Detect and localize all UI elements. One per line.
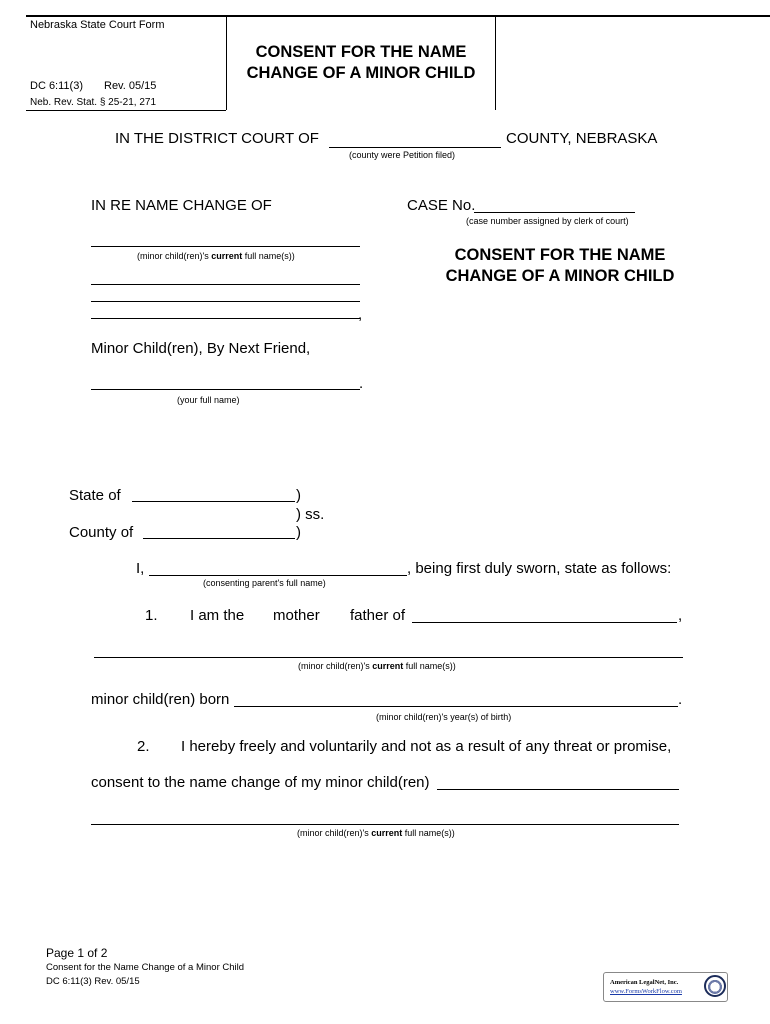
county-paren: ) [296, 524, 301, 541]
publisher-logo [603, 972, 728, 1002]
case-number-hint: (case number assigned by clerk of court) [466, 216, 629, 226]
born-label: minor child(ren) born [91, 691, 230, 708]
child-name-field[interactable] [94, 657, 683, 658]
venue-ss: ) ss. [296, 506, 325, 523]
sworn-text: , being first duly sworn, state as follows: [407, 560, 672, 577]
state-field[interactable] [132, 501, 295, 502]
court-prefix: IN THE DISTRICT COURT OF [115, 130, 319, 147]
paragraph-1-number: 1. [145, 607, 158, 624]
case-number-field[interactable] [474, 212, 635, 213]
minor-name-line-3[interactable] [91, 301, 360, 302]
header-bottom-rule [26, 110, 226, 111]
paragraph-2-text: I hereby freely and voluntarily and not as a result of any threat or promise, [181, 738, 672, 755]
header-title-line2: CHANGE OF A MINOR CHILD [246, 64, 476, 82]
publisher-name: American LegalNet, Inc. [610, 979, 679, 986]
in-re-label: IN RE NAME CHANGE OF [91, 197, 272, 214]
consent-child-hint: (minor child(ren)'s current full name(s)) [297, 828, 455, 838]
i-label: I, [136, 560, 145, 577]
father-option[interactable]: father of [350, 607, 406, 624]
footer-form-rev: DC 6:11(3) Rev. 05/15 [46, 976, 140, 987]
minor-name-line-2[interactable] [91, 284, 360, 285]
paragraph-1-text: I am the [190, 607, 245, 624]
birth-year-field[interactable] [234, 706, 678, 707]
county-field[interactable] [329, 147, 501, 148]
your-name-field[interactable] [91, 389, 360, 390]
father-of-comma: , [678, 607, 683, 624]
caption-title-line1: CONSENT FOR THE NAME [454, 246, 666, 264]
minor-name-line-1[interactable] [91, 246, 360, 247]
header-title-line1: CONSENT FOR THE NAME [255, 43, 467, 61]
mother-option[interactable]: mother [273, 607, 320, 624]
caption-title-line2: CHANGE OF A MINOR CHILD [445, 267, 675, 285]
court-suffix: COUNTY, NEBRASKA [506, 130, 658, 147]
form-number: DC 6:11(3) [30, 80, 83, 92]
parent-name-field[interactable] [149, 575, 407, 576]
county-label: County of [69, 524, 134, 541]
case-number-label: CASE No. [407, 197, 476, 214]
father-of-field[interactable] [412, 622, 677, 623]
consent-text: consent to the name change of my minor child(ren) [91, 774, 430, 791]
minor-name-hint: (minor child(ren)'s current full name(s)) [137, 251, 295, 261]
state-paren: ) [296, 487, 301, 504]
page-number: Page 1 of 2 [46, 946, 108, 960]
consent-child-field[interactable] [437, 789, 679, 790]
county-venue-field[interactable] [143, 538, 295, 539]
county-hint: (county were Petition filed) [349, 150, 456, 160]
your-name-period: . [359, 375, 364, 392]
header-top-rule [26, 15, 770, 17]
form-revision: Rev. 05/15 [104, 80, 157, 92]
parent-name-hint: (consenting parent's full name) [203, 578, 326, 588]
minor-name-line-4[interactable] [91, 318, 360, 319]
minor-name-comma: , [358, 306, 363, 323]
header-title [226, 42, 496, 84]
consent-child-field-2[interactable] [91, 824, 679, 825]
form-statute: Neb. Rev. Stat. § 25-21, 271 [30, 97, 157, 108]
caption-title [410, 245, 710, 287]
birth-year-hint: (minor child(ren)'s year(s) of birth) [376, 712, 512, 722]
publisher-url[interactable]: www.FormsWorkFlow.com [610, 988, 682, 995]
state-label: State of [69, 487, 121, 504]
next-friend-label: Minor Child(ren), By Next Friend, [91, 340, 311, 357]
your-name-hint: (your full name) [177, 395, 240, 405]
paragraph-2-number: 2. [137, 738, 150, 755]
publisher-seal-icon [704, 975, 726, 997]
child-name-hint: (minor child(ren)'s current full name(s)) [298, 661, 456, 671]
born-period: . [678, 691, 683, 708]
form-source: Nebraska State Court Form [30, 19, 165, 31]
footer-form-title: Consent for the Name Change of a Minor Child [46, 962, 245, 973]
